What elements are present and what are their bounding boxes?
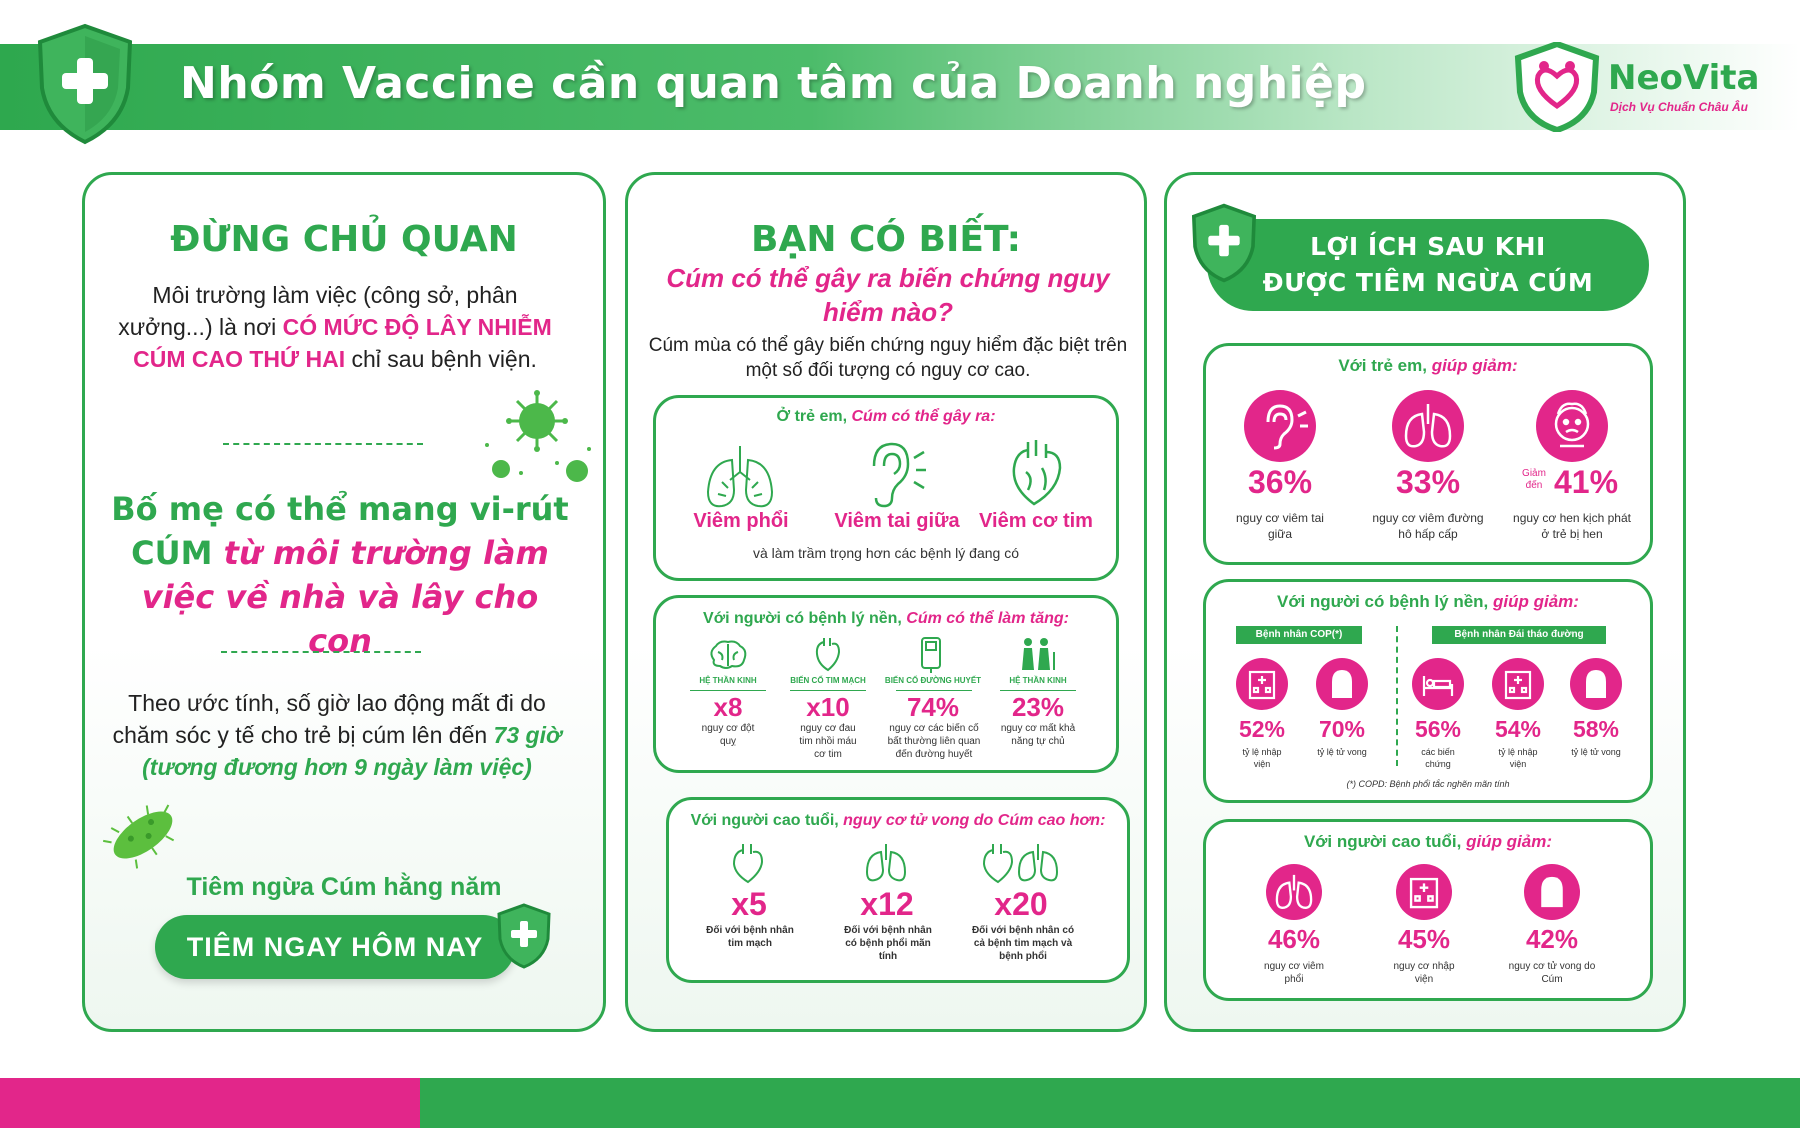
underlying-conditions-box xyxy=(653,595,1119,773)
tombstone-icon xyxy=(1570,658,1622,710)
stat-value: x20 xyxy=(994,886,1048,922)
divider xyxy=(223,443,423,445)
stat-value: 58% xyxy=(1572,716,1620,742)
stat-desc: Đối với bệnh nhân có cả bệnh tim mạch và bệnh phổi xyxy=(971,925,1075,962)
label-myocarditis: Viêm cơ tim xyxy=(979,510,1093,532)
panel1-key-message xyxy=(105,487,575,663)
panel-did-you-know xyxy=(625,172,1147,1032)
hospital-icon xyxy=(1492,658,1544,710)
vaccinate-now-button[interactable]: TIÊM NGAY HÔM NAY xyxy=(155,915,515,979)
group-diabetes-tag: Bệnh nhân Đái tháo đường xyxy=(1432,626,1606,644)
title-a: Với người có bệnh lý nền, xyxy=(1277,592,1493,611)
divider xyxy=(221,651,421,653)
shield-icon xyxy=(30,22,140,146)
brain-icon xyxy=(706,638,750,672)
lungs-icon xyxy=(702,442,778,512)
heading-line-2: ĐƯỢC TIÊM NGỪA CÚM xyxy=(1262,268,1594,297)
underline xyxy=(690,690,766,691)
stat-desc: nguy cơ hen kịch phát ở trẻ bị hen xyxy=(1513,511,1631,541)
stat-desc: các biến chứng xyxy=(1421,747,1455,769)
stat-value: x12 xyxy=(860,886,914,922)
shield-icon xyxy=(495,903,553,969)
tag-glucose: BIẾN CỐ ĐƯỜNG HUYẾT xyxy=(884,676,982,685)
tombstone-icon xyxy=(1524,864,1580,920)
title-a: Với người cao tuổi, xyxy=(1303,832,1467,851)
hospital-icon xyxy=(1236,658,1288,710)
logo-name: NeoVita xyxy=(1608,58,1760,98)
stat-value: 70% xyxy=(1318,716,1366,742)
stat-value: 54% xyxy=(1494,716,1542,742)
stat-value: 45% xyxy=(1397,924,1451,954)
cta-label: Tiêm ngừa Cúm hằng năm xyxy=(186,873,502,901)
bacteria-icon xyxy=(103,799,183,871)
title-b: Cúm có thể làm tăng: xyxy=(906,610,1069,627)
panel1-paragraph-2 xyxy=(107,687,567,783)
heart-icon xyxy=(731,842,765,884)
children-note: và làm trầm trọng hơn các bệnh lý đang có xyxy=(753,545,1019,561)
logo-tagline: Dịch Vụ Chuẩn Châu Âu xyxy=(1610,100,1748,114)
underlying-box-title xyxy=(656,610,1116,628)
stat-value: 36% xyxy=(1247,464,1313,500)
tombstone-icon xyxy=(1316,658,1368,710)
stat-value: 33% xyxy=(1395,464,1461,500)
lungs-icon xyxy=(1266,864,1322,920)
neovita-logo xyxy=(1508,40,1788,132)
lungs-icon xyxy=(1266,864,1322,920)
tag-nervous-system: HỆ THẦN KINH xyxy=(1009,676,1067,685)
stat-value: 42% xyxy=(1525,924,1579,954)
stat-value: x5 xyxy=(731,886,767,922)
elderly-benefits-box xyxy=(1203,819,1653,1001)
hospital-icon xyxy=(1236,658,1288,710)
para2-highlight: 73 giờ (tương đương hơn 9 ngày làm việc) xyxy=(142,722,562,780)
label-otitis-media: Viêm tai giữa xyxy=(834,510,960,532)
children-complications-box xyxy=(653,395,1119,581)
shield-icon xyxy=(1189,203,1259,283)
tombstone-icon xyxy=(1524,864,1580,920)
stat-desc: nguy cơ viêm phổi xyxy=(1264,961,1324,985)
lungs-icon xyxy=(863,842,909,884)
children-benefits-title xyxy=(1206,356,1650,376)
panel3-heading xyxy=(1207,219,1649,311)
heading-line-1: LỢI ÍCH SAU KHI xyxy=(1310,232,1546,261)
group-copd-tag: Bệnh nhân COP(*) xyxy=(1236,626,1362,644)
child-icon xyxy=(1536,390,1608,462)
underline xyxy=(790,690,866,691)
stat-desc: nguy cơ mất khả năng tự chủ xyxy=(1000,723,1076,747)
para1-text-a: Môi trường làm việc (công sở, phân xưởng...) là nơi xyxy=(118,282,518,340)
elderly-icon xyxy=(1016,636,1056,672)
stat-desc: nguy cơ nhập viện xyxy=(1393,961,1455,985)
children-benefits-box xyxy=(1203,343,1653,565)
stat-desc: Đối với bệnh nhân tim mạch xyxy=(706,925,794,949)
para2-text-a: Theo ước tính, số giờ lao động mất đi do chăm sóc y tế cho trẻ bị cúm lên đến xyxy=(112,690,546,748)
heart-icon xyxy=(1006,438,1066,510)
stat-value: 74% xyxy=(906,692,960,722)
panel2-subheading: Cúm có thể gây ra biến chứng nguy hiểm nào? xyxy=(666,263,1110,327)
hospital-icon xyxy=(1396,864,1452,920)
tombstone-icon xyxy=(1316,658,1368,710)
stat-desc: nguy cơ viêm tai giữa xyxy=(1236,511,1324,541)
ear-icon xyxy=(860,440,926,510)
stat-desc: tỷ lệ nhập viện xyxy=(1498,747,1538,769)
stat-desc: nguy cơ đau tim nhồi máu cơ tim xyxy=(799,723,857,760)
stat-value: 41% xyxy=(1553,464,1619,500)
title-a: Với trẻ em, xyxy=(1338,356,1432,375)
lungs-icon xyxy=(1392,390,1464,462)
hospital-icon xyxy=(1396,864,1452,920)
stat-desc: nguy cơ các biến cố bất thường liên quan đến đường huyết xyxy=(887,723,981,760)
title-a: Với người cao tuổi, xyxy=(690,812,844,829)
stat-value: 23% xyxy=(1011,692,1065,722)
title-b: nguy cơ tử vong do Cúm cao hơn: xyxy=(843,812,1106,829)
ear-icon xyxy=(1244,390,1316,462)
stat-desc: nguy cơ viêm đường hô hấp cấp xyxy=(1372,511,1484,541)
tag-cardiovascular: BIẾN CỐ TIM MẠCH xyxy=(790,676,866,685)
stat-prefix: Giảm đến xyxy=(1522,468,1546,491)
title-b: giúp giảm: xyxy=(1493,592,1579,611)
stat-desc: nguy cơ đột quỵ xyxy=(701,723,755,747)
tag-nervous-system: HỆ THẦN KINH xyxy=(699,676,757,685)
underline xyxy=(896,690,972,691)
title-b: giúp giảm: xyxy=(1466,832,1553,851)
panel2-heading: BẠN CÓ BIẾT: xyxy=(751,219,1021,260)
heart-icon xyxy=(814,636,842,672)
tombstone-icon xyxy=(1570,658,1622,710)
key-message-a: Bố mẹ có thể mang vi-rút CÚM xyxy=(111,490,569,572)
panel-dont-be-complacent xyxy=(82,172,606,1032)
panel1-paragraph-1 xyxy=(115,279,555,375)
elderly-benefits-title xyxy=(1206,832,1650,852)
stat-value: x10 xyxy=(806,692,850,722)
stat-value: 46% xyxy=(1267,924,1321,954)
panel2-intro: Cúm mùa có thể gây biến chứng nguy hiểm đặc biệt trên một số đối tượng có nguy cơ cao. xyxy=(648,335,1128,381)
hospital-icon xyxy=(1492,658,1544,710)
title-a: Ở trẻ em, xyxy=(776,408,852,425)
footer-bar-green xyxy=(420,1078,1800,1128)
underlying-benefits-box xyxy=(1203,579,1653,803)
virus-icon xyxy=(477,385,597,485)
heart-lungs-icon xyxy=(981,842,1061,884)
underline xyxy=(1000,690,1076,691)
elderly-mortality-box xyxy=(666,797,1130,983)
hospital-bed-icon xyxy=(1412,658,1464,710)
glucose-meter-icon xyxy=(918,636,946,674)
group-divider xyxy=(1396,626,1398,766)
stat-value: 56% xyxy=(1414,716,1462,742)
stat-desc: tỷ lệ tử vong xyxy=(1571,747,1621,757)
panel-benefits xyxy=(1164,172,1686,1032)
stat-value: 52% xyxy=(1238,716,1286,742)
lungs-icon xyxy=(1392,390,1464,462)
logo-shield-icon xyxy=(1514,42,1600,132)
label-pneumonia: Viêm phổi xyxy=(693,510,789,532)
page-title: Nhóm Vaccine cần quan tâm của Doanh nghiệp xyxy=(180,58,1367,109)
stat-value: x8 xyxy=(713,692,743,722)
title-a: Với người có bệnh lý nền, xyxy=(703,610,907,627)
footer-bar-pink xyxy=(0,1078,420,1128)
title-b: Cúm có thể gây ra: xyxy=(851,408,996,425)
child-icon xyxy=(1536,390,1608,462)
stat-desc: nguy cơ tử vong do Cúm xyxy=(1508,961,1596,985)
children-box-title xyxy=(656,408,1116,426)
para1-text-c: chỉ sau bệnh viện. xyxy=(345,346,537,372)
elderly-box-title xyxy=(669,812,1127,830)
underlying-benefits-title xyxy=(1206,592,1650,612)
stat-desc: tỷ lệ nhập viện xyxy=(1242,747,1282,769)
ear-icon xyxy=(1244,390,1316,462)
copd-footnote: (*) COPD: Bệnh phổi tắc nghẽn mãn tính xyxy=(1346,779,1510,789)
key-message-b: từ môi trường làm việc về nhà và lây cho con xyxy=(141,534,549,660)
title-b: giúp giảm: xyxy=(1431,356,1518,375)
stat-desc: Đối với bệnh nhân có bệnh phổi mãn tính xyxy=(844,925,932,962)
para1-highlight: CÓ MỨC ĐỘ LÂY NHIỄM CÚM CAO THỨ HAI xyxy=(133,314,552,372)
stat-desc: tỷ lệ tử vong xyxy=(1317,747,1367,757)
hospital-bed-icon xyxy=(1412,658,1464,710)
panel1-heading: ĐỪNG CHỦ QUAN xyxy=(170,219,518,260)
